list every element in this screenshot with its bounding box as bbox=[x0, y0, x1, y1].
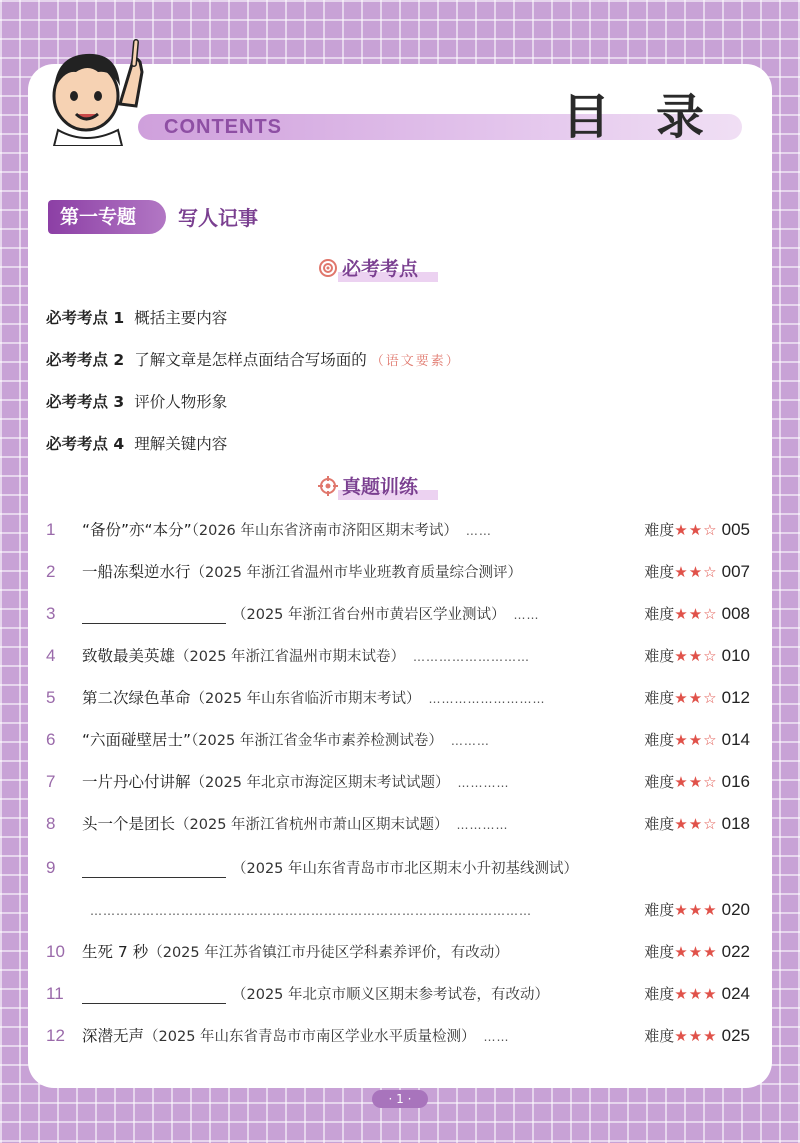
difficulty-label: 难度 bbox=[644, 521, 675, 539]
training-right bbox=[644, 1023, 750, 1049]
training-main bbox=[82, 643, 530, 670]
title-blank-line bbox=[82, 606, 226, 624]
training-main bbox=[82, 727, 490, 754]
training-number: 5 bbox=[46, 688, 56, 707]
section-kaodian-title: 必考考点 bbox=[342, 258, 419, 280]
kaodian-item bbox=[46, 432, 227, 456]
training-source: （2025 年山东省青岛市市南区学业水平质量检测） bbox=[144, 1029, 476, 1045]
training-right bbox=[644, 643, 750, 669]
training-title: 头一个是团长 bbox=[82, 815, 176, 833]
training-item bbox=[46, 811, 750, 837]
page-ref: 007 bbox=[721, 562, 750, 581]
section-xunlian-heading bbox=[318, 472, 418, 502]
leader-dots: …… bbox=[513, 608, 540, 622]
training-number: 6 bbox=[46, 730, 56, 749]
difficulty-label: 难度 bbox=[644, 689, 675, 707]
section-xunlian-title: 真题训练 bbox=[342, 476, 419, 498]
training-number: 3 bbox=[46, 604, 56, 623]
kaodian-label: 必考考点 2 bbox=[46, 351, 125, 369]
page-ref: 022 bbox=[721, 942, 750, 961]
difficulty-stars: ★★★ bbox=[674, 901, 718, 919]
training-item bbox=[46, 939, 750, 965]
training-main bbox=[82, 685, 546, 712]
training-main bbox=[82, 769, 510, 796]
kaodian-note: （语文要素） bbox=[370, 354, 461, 369]
training-item bbox=[46, 897, 750, 923]
kaodian-item bbox=[46, 306, 227, 330]
training-source: （2025 年浙江省金华市素养检测试卷） bbox=[191, 733, 443, 749]
page-ref: 020 bbox=[721, 900, 750, 919]
training-right bbox=[644, 939, 750, 965]
leader-dots: ………… bbox=[457, 776, 510, 790]
difficulty-stars: ★★☆ bbox=[674, 605, 718, 623]
training-source: （2025 年北京市海淀区期末考试试题） bbox=[190, 775, 450, 791]
training-source: （2025 年浙江省杭州市萧山区期末试题） bbox=[175, 817, 449, 833]
training-item bbox=[46, 559, 750, 585]
content-card bbox=[28, 64, 772, 1088]
page-ref: 025 bbox=[721, 1026, 750, 1045]
training-number: 10 bbox=[46, 942, 65, 961]
difficulty-label: 难度 bbox=[644, 943, 675, 961]
page-ref: 018 bbox=[721, 814, 750, 833]
leader-dots: …… bbox=[465, 524, 492, 538]
training-main bbox=[82, 601, 540, 628]
unit-tag: 第一专题 bbox=[48, 200, 166, 234]
difficulty-stars: ★★☆ bbox=[674, 815, 718, 833]
difficulty-label: 难度 bbox=[644, 731, 675, 749]
training-number: 8 bbox=[46, 814, 56, 833]
page-ref: 008 bbox=[721, 604, 750, 623]
difficulty-stars: ★★☆ bbox=[674, 773, 718, 791]
difficulty-stars: ★★★ bbox=[674, 943, 718, 961]
title-blank-line bbox=[82, 860, 226, 878]
title-blank-line bbox=[82, 986, 226, 1004]
training-source: （2025 年山东省青岛市市北区期末小升初基线测试） bbox=[232, 861, 579, 877]
training-item bbox=[46, 1023, 750, 1049]
training-title: “六面碰壁居士” bbox=[82, 731, 192, 749]
difficulty-label: 难度 bbox=[644, 815, 675, 833]
kaodian-topic: 了解文章是怎样点面结合写场面的 bbox=[134, 351, 367, 369]
training-main bbox=[82, 939, 509, 966]
training-main bbox=[82, 517, 492, 544]
training-right bbox=[644, 559, 750, 585]
difficulty-stars: ★★☆ bbox=[674, 521, 718, 539]
difficulty-label: 难度 bbox=[644, 605, 675, 623]
difficulty-label: 难度 bbox=[644, 773, 675, 791]
training-item bbox=[46, 981, 750, 1007]
training-main bbox=[82, 855, 578, 882]
difficulty-stars: ★★☆ bbox=[674, 731, 718, 749]
leader-dots: ……… bbox=[450, 734, 490, 748]
training-right bbox=[644, 685, 750, 711]
page-number: · 1 · bbox=[372, 1090, 428, 1108]
leader-dots: …… bbox=[483, 1030, 510, 1044]
training-source: （2025 年北京市顺义区期末参考试卷，有改动） bbox=[232, 987, 550, 1003]
leader-dots: ………… bbox=[456, 818, 509, 832]
contents-heading: CONTENTS bbox=[164, 116, 282, 138]
difficulty-label: 难度 bbox=[644, 985, 675, 1003]
training-title: “备份”亦“本分” bbox=[82, 521, 192, 539]
training-source: （2025 年浙江省台州市黄岩区学业测试） bbox=[232, 607, 506, 623]
training-number: 9 bbox=[46, 858, 56, 877]
difficulty-label: 难度 bbox=[644, 563, 675, 581]
training-right bbox=[644, 897, 750, 923]
leader-dots: ……………………… bbox=[428, 692, 546, 706]
difficulty-label: 难度 bbox=[644, 901, 675, 919]
training-source: （2026 年山东省济南市济阳区期末考试） bbox=[191, 523, 458, 539]
kaodian-label: 必考考点 4 bbox=[46, 435, 125, 453]
leader-dots: ……………………… bbox=[413, 650, 531, 664]
page-ref: 014 bbox=[721, 730, 750, 749]
training-right bbox=[644, 727, 750, 753]
difficulty-stars: ★★☆ bbox=[674, 689, 718, 707]
training-number: 2 bbox=[46, 562, 56, 581]
page-ref: 024 bbox=[721, 984, 750, 1003]
difficulty-stars: ★★★ bbox=[674, 1027, 718, 1045]
training-right bbox=[644, 981, 750, 1007]
training-number: 12 bbox=[46, 1026, 65, 1045]
page-ref: 016 bbox=[721, 772, 750, 791]
training-title: 生死 7 秒 bbox=[82, 943, 149, 961]
training-item bbox=[46, 685, 750, 711]
training-title: 第二次绿色革命 bbox=[82, 689, 191, 707]
training-right bbox=[644, 601, 750, 627]
training-item bbox=[46, 727, 750, 753]
training-item bbox=[46, 769, 750, 795]
training-number: 4 bbox=[46, 646, 56, 665]
unit-name: 写人记事 bbox=[178, 206, 258, 230]
training-source: （2025 年浙江省温州市毕业班教育质量综合测评） bbox=[190, 565, 523, 581]
training-title: 一船冻梨逆水行 bbox=[82, 563, 191, 581]
difficulty-stars: ★★★ bbox=[674, 985, 718, 1003]
training-main bbox=[82, 897, 532, 924]
training-item bbox=[46, 855, 750, 881]
training-right bbox=[644, 769, 750, 795]
difficulty-label: 难度 bbox=[644, 647, 675, 665]
training-main bbox=[82, 811, 509, 838]
kaodian-topic: 评价人物形象 bbox=[134, 393, 228, 411]
training-title: 一片丹心付讲解 bbox=[82, 773, 191, 791]
training-source: （2025 年山东省临沂市期末考试） bbox=[190, 691, 421, 707]
kaodian-topic: 理解关键内容 bbox=[134, 435, 228, 453]
training-source: （2025 年江苏省镇江市丹徒区学科素养评价，有改动） bbox=[148, 945, 509, 961]
page-title: 目录 bbox=[562, 89, 751, 145]
training-item bbox=[46, 517, 750, 543]
kaodian-item bbox=[46, 390, 227, 414]
training-source: （2025 年浙江省温州市期末试卷） bbox=[175, 649, 406, 665]
training-number: 7 bbox=[46, 772, 56, 791]
training-main bbox=[82, 559, 522, 586]
training-item bbox=[46, 601, 750, 627]
kaodian-item bbox=[46, 348, 461, 372]
training-number: 11 bbox=[46, 984, 64, 1003]
difficulty-stars: ★★☆ bbox=[674, 647, 718, 665]
kaodian-label: 必考考点 3 bbox=[46, 393, 125, 411]
page-ref: 005 bbox=[721, 520, 750, 539]
section-kaodian-heading bbox=[318, 254, 418, 284]
kaodian-label: 必考考点 1 bbox=[46, 309, 125, 327]
training-right bbox=[644, 517, 750, 543]
page-ref: 010 bbox=[721, 646, 750, 665]
leader-dots: ………………………………………………………………………………………… bbox=[90, 904, 532, 918]
boy-mascot-icon bbox=[36, 34, 151, 146]
training-title: 深潜无声 bbox=[82, 1027, 145, 1045]
training-main bbox=[82, 981, 549, 1008]
kaodian-topic: 概括主要内容 bbox=[134, 309, 228, 327]
training-right bbox=[644, 811, 750, 837]
page-header bbox=[28, 64, 772, 154]
training-item bbox=[46, 643, 750, 669]
difficulty-label: 难度 bbox=[644, 1027, 675, 1045]
difficulty-stars: ★★☆ bbox=[674, 563, 718, 581]
page-ref: 012 bbox=[721, 688, 750, 707]
training-title: 致敬最美英雄 bbox=[82, 647, 176, 665]
training-main bbox=[82, 1023, 510, 1050]
training-number: 1 bbox=[46, 520, 56, 539]
